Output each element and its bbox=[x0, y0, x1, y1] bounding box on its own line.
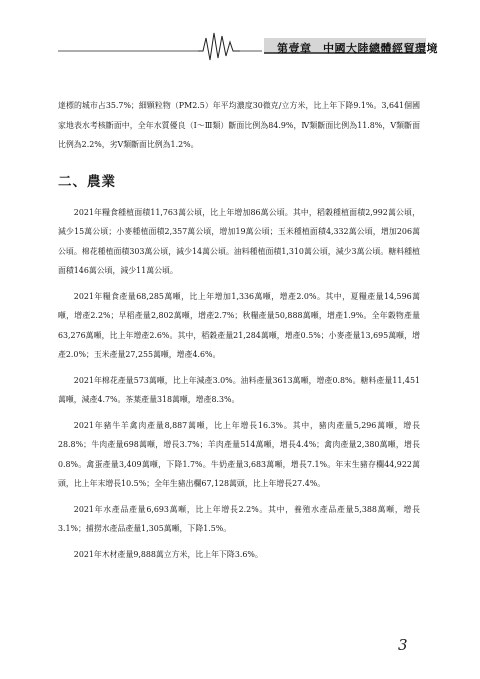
paragraph-cash-crops: 2021年棉花產量573萬噸，比上年減產3.0%。油料產量3613萬噸，增產0.8%。糖料產量11,451萬噸，減產4.7%。茶葉產量318萬噸，增產8.3%。 bbox=[58, 375, 420, 404]
header-wave-line bbox=[198, 33, 240, 60]
paragraph-meat-output: 2021年豬牛羊禽肉產量8,887萬噸，比上年增長16.3%。其中，豬肉產量5,296萬噸，增長28.8%；牛肉產量698萬噸，增長3.7%；羊肉產量514萬噸，增長4.4%；禽肉產量2,380萬噸，增長0.8%。禽蛋產量3,409萬噸，下降1.7%。牛奶產量3,683萬噸，增長7.1%。年末生豬存欄44,922萬頭，比上年末增長10.5%；全年生豬出欄67,128萬頭，比上年增長27.4%。 bbox=[58, 420, 420, 488]
continued-paragraph: 達標的城市占35.7%；細顆粒物（PM2.5）年平均濃度30微克/立方米，比上年下降9.1%。3,641個國家地表水考核斷面中，全年水質優良（Ⅰ～Ⅲ類）斷面比例為84.9%，Ⅳ類斷面比例為11.8%，Ⅴ類斷面比例為2.2%，劣Ⅴ類斷面比例為1.2%。 bbox=[58, 101, 420, 149]
section-heading: 二、農業 bbox=[58, 173, 116, 190]
header-decoration bbox=[0, 0, 480, 70]
page-header bbox=[0, 0, 480, 70]
paragraph-aquatic-output: 2021年水產品產量6,693萬噸，比上年增長2.2%。其中，養殖水產品產量5,388萬噸，增長3.1%；捕撈水產品產量1,305萬噸，下降1.5%。 bbox=[58, 504, 420, 533]
page-number: 3 bbox=[398, 636, 408, 654]
paragraph-grain-output: 2021年糧食產量68,285萬噸，比上年增加1,336萬噸，增產2.0%。其中，夏糧產量14,596萬噸，增產2.2%；早稻產量2,802萬噸，增產2.7%；秋糧產量50,888萬噸，增產1.9%。全年穀物產量63,276萬噸，比上年增產2.6%。其中，稻穀產量21,284萬噸，增產0.5%；小麥產量13,695萬噸，增產2.0%；玉米產量27,255萬噸，增產4.6%。 bbox=[58, 291, 420, 359]
chapter-title: 第壹章 中國大陸總體經貿環境 bbox=[277, 42, 438, 55]
paragraph-timber-output: 2021年木材產量9,888萬立方米，比上年下降3.6%。 bbox=[73, 549, 263, 559]
paragraph-planting-area: 2021年糧食種植面積11,763萬公頃，比上年增加86萬公頃。其中，稻穀種植面積2,992萬公頃，減少15萬公頃；小麥種植面積2,357萬公頃，增加19萬公頃；玉米種植面積4,332萬公頃，增加206萬公頃。棉花種植面積303萬公頃，減少14萬公頃。油料種植面積1,310萬公頃，減少3萬公頃。糖料種植面積146萬公頃，減少11萬公頃。 bbox=[58, 207, 420, 275]
page-body bbox=[58, 96, 420, 564]
